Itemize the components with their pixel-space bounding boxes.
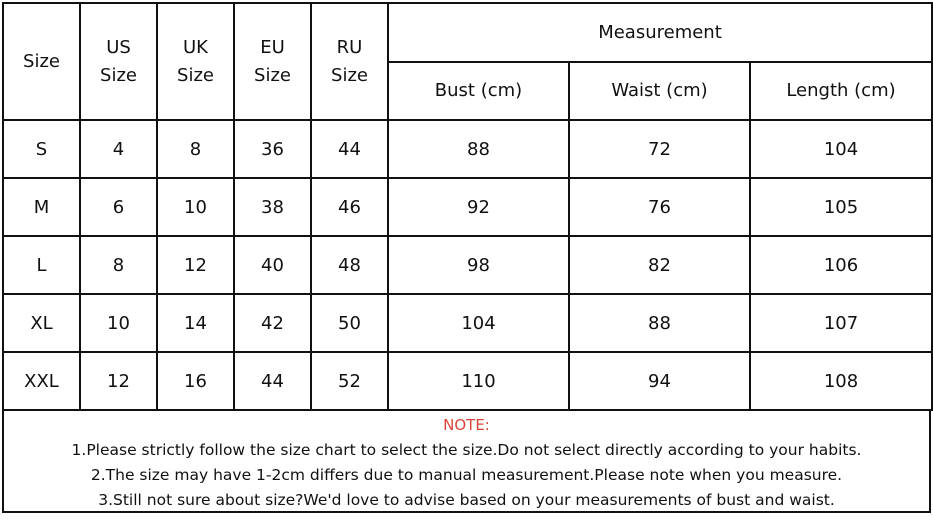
- header-eu-size: [234, 3, 311, 120]
- cell-us: 10: [80, 294, 157, 352]
- header-uk-size: [157, 3, 234, 120]
- cell-size: M: [3, 178, 80, 236]
- cell-uk: 10: [157, 178, 234, 236]
- table-row: [3, 352, 932, 410]
- cell-uk: 14: [157, 294, 234, 352]
- header-us-line2: Size: [100, 64, 137, 86]
- header-eu-line1: EU: [260, 36, 285, 58]
- cell-ru: 44: [311, 120, 388, 178]
- cell-bust: 110: [388, 352, 569, 410]
- cell-us: 4: [80, 120, 157, 178]
- cell-bust: 88: [388, 120, 569, 178]
- note-title: NOTE:: [443, 416, 490, 434]
- cell-length: 107: [750, 294, 932, 352]
- cell-eu: 42: [234, 294, 311, 352]
- cell-ru: 52: [311, 352, 388, 410]
- cell-us: 8: [80, 236, 157, 294]
- note-line-2: 2.The size may have 1-2cm differs due to manual measurement.Please note when you measure.: [90, 466, 843, 484]
- size-chart-sheet: [2, 2, 931, 523]
- cell-size: XXL: [3, 352, 80, 410]
- size-chart-table: [2, 2, 933, 411]
- header-size: Size: [3, 3, 80, 120]
- cell-ru: 48: [311, 236, 388, 294]
- header-length: Length (cm): [750, 62, 932, 120]
- header-waist: Waist (cm): [569, 62, 750, 120]
- note-line-1: 1.Please strictly follow the size chart to select the size.Do not select directly according to your habits.: [71, 441, 862, 459]
- cell-eu: 36: [234, 120, 311, 178]
- header-bust: Bust (cm): [388, 62, 569, 120]
- cell-bust: 104: [388, 294, 569, 352]
- cell-bust: 92: [388, 178, 569, 236]
- cell-waist: 88: [569, 294, 750, 352]
- header-ru-line2: Size: [331, 64, 368, 86]
- cell-eu: 44: [234, 352, 311, 410]
- cell-length: 106: [750, 236, 932, 294]
- header-uk-line1: UK: [183, 36, 208, 58]
- header-measurement: Measurement: [388, 3, 932, 62]
- cell-eu: 38: [234, 178, 311, 236]
- cell-uk: 8: [157, 120, 234, 178]
- header-ru-size: [311, 3, 388, 120]
- cell-uk: 16: [157, 352, 234, 410]
- header-ru-line1: RU: [336, 36, 363, 58]
- table-row: [3, 178, 932, 236]
- header-row-top: [3, 3, 932, 62]
- cell-waist: 72: [569, 120, 750, 178]
- cell-waist: 82: [569, 236, 750, 294]
- header-us-size: [80, 3, 157, 120]
- header-us-line1: US: [106, 36, 131, 58]
- cell-ru: 46: [311, 178, 388, 236]
- table-row: [3, 236, 932, 294]
- cell-us: 12: [80, 352, 157, 410]
- cell-length: 108: [750, 352, 932, 410]
- cell-bust: 98: [388, 236, 569, 294]
- cell-eu: 40: [234, 236, 311, 294]
- cell-waist: 94: [569, 352, 750, 410]
- cell-length: 104: [750, 120, 932, 178]
- cell-waist: 76: [569, 178, 750, 236]
- cell-uk: 12: [157, 236, 234, 294]
- cell-size: S: [3, 120, 80, 178]
- table-row: [3, 120, 932, 178]
- header-uk-line2: Size: [177, 64, 214, 86]
- cell-length: 105: [750, 178, 932, 236]
- cell-size: L: [3, 236, 80, 294]
- cell-us: 6: [80, 178, 157, 236]
- cell-ru: 50: [311, 294, 388, 352]
- note-box: [2, 411, 931, 513]
- cell-size: XL: [3, 294, 80, 352]
- header-eu-line2: Size: [254, 64, 291, 86]
- note-line-3: 3.Still not sure about size?We'd love to advise based on your measurements of bust and waist.: [98, 491, 835, 509]
- table-row: [3, 294, 932, 352]
